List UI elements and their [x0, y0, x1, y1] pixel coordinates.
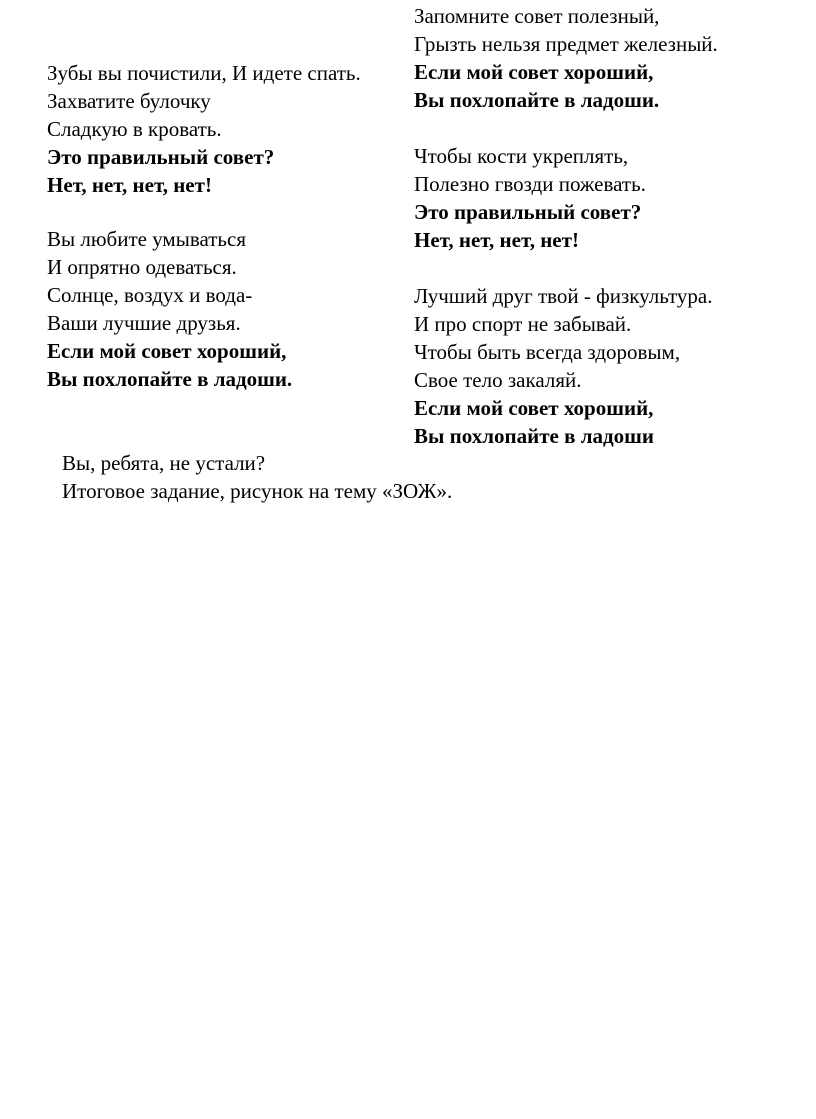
left-stanza1-refrain1: Это правильный совет? — [47, 145, 275, 169]
right-stanza3-line3: Чтобы быть всегда здоровым, — [414, 340, 681, 364]
right-stanza2-line1: Чтобы кости укреплять, — [414, 144, 629, 168]
left-stanza2-line1: Вы любите умываться — [47, 227, 246, 251]
right-stanza2-refrain2: Нет, нет, нет, нет! — [414, 228, 579, 252]
right-stanza3-line1: Лучший друг твой - физкультура. — [414, 284, 713, 308]
right-stanza2-line2: Полезно гвозди пожевать. — [414, 172, 646, 196]
right-stanza3-refrain2: Вы похлопайте в ладоши — [414, 424, 654, 448]
left-stanza2-refrain1: Если мой совет хороший, — [47, 339, 287, 363]
right-stanza1-line2: Грызть нельзя предмет железный. — [414, 32, 718, 56]
right-stanza3-refrain1: Если мой совет хороший, — [414, 396, 654, 420]
left-stanza1-line1: Зубы вы почистили, И идете спать. — [47, 61, 361, 85]
closing-line1: Вы, ребята, не устали? — [62, 451, 266, 475]
right-stanza2-refrain1: Это правильный совет? — [414, 200, 642, 224]
left-stanza2-line4: Ваши лучшие друзья. — [47, 311, 241, 335]
right-stanza3-line4: Свое тело закаляй. — [414, 368, 582, 392]
right-stanza3-line2: И про спорт не забывай. — [414, 312, 632, 336]
closing-line2: Итоговое задание, рисунок на тему «ЗОЖ». — [62, 479, 453, 503]
left-stanza1-line3: Сладкую в кровать. — [47, 117, 222, 141]
left-stanza2-refrain2: Вы похлопайте в ладоши. — [47, 367, 293, 391]
left-stanza1-line2: Захватите булочку — [47, 89, 211, 113]
left-stanza2-line2: И опрятно одеваться. — [47, 255, 237, 279]
right-stanza1-refrain2: Вы похлопайте в ладоши. — [414, 88, 660, 112]
left-stanza2-line3: Солнце, воздух и вода- — [47, 283, 253, 307]
right-stanza1-line1: Запомните совет полезный, — [414, 4, 660, 28]
left-stanza1-refrain2: Нет, нет, нет, нет! — [47, 173, 212, 197]
right-stanza1-refrain1: Если мой совет хороший, — [414, 60, 654, 84]
